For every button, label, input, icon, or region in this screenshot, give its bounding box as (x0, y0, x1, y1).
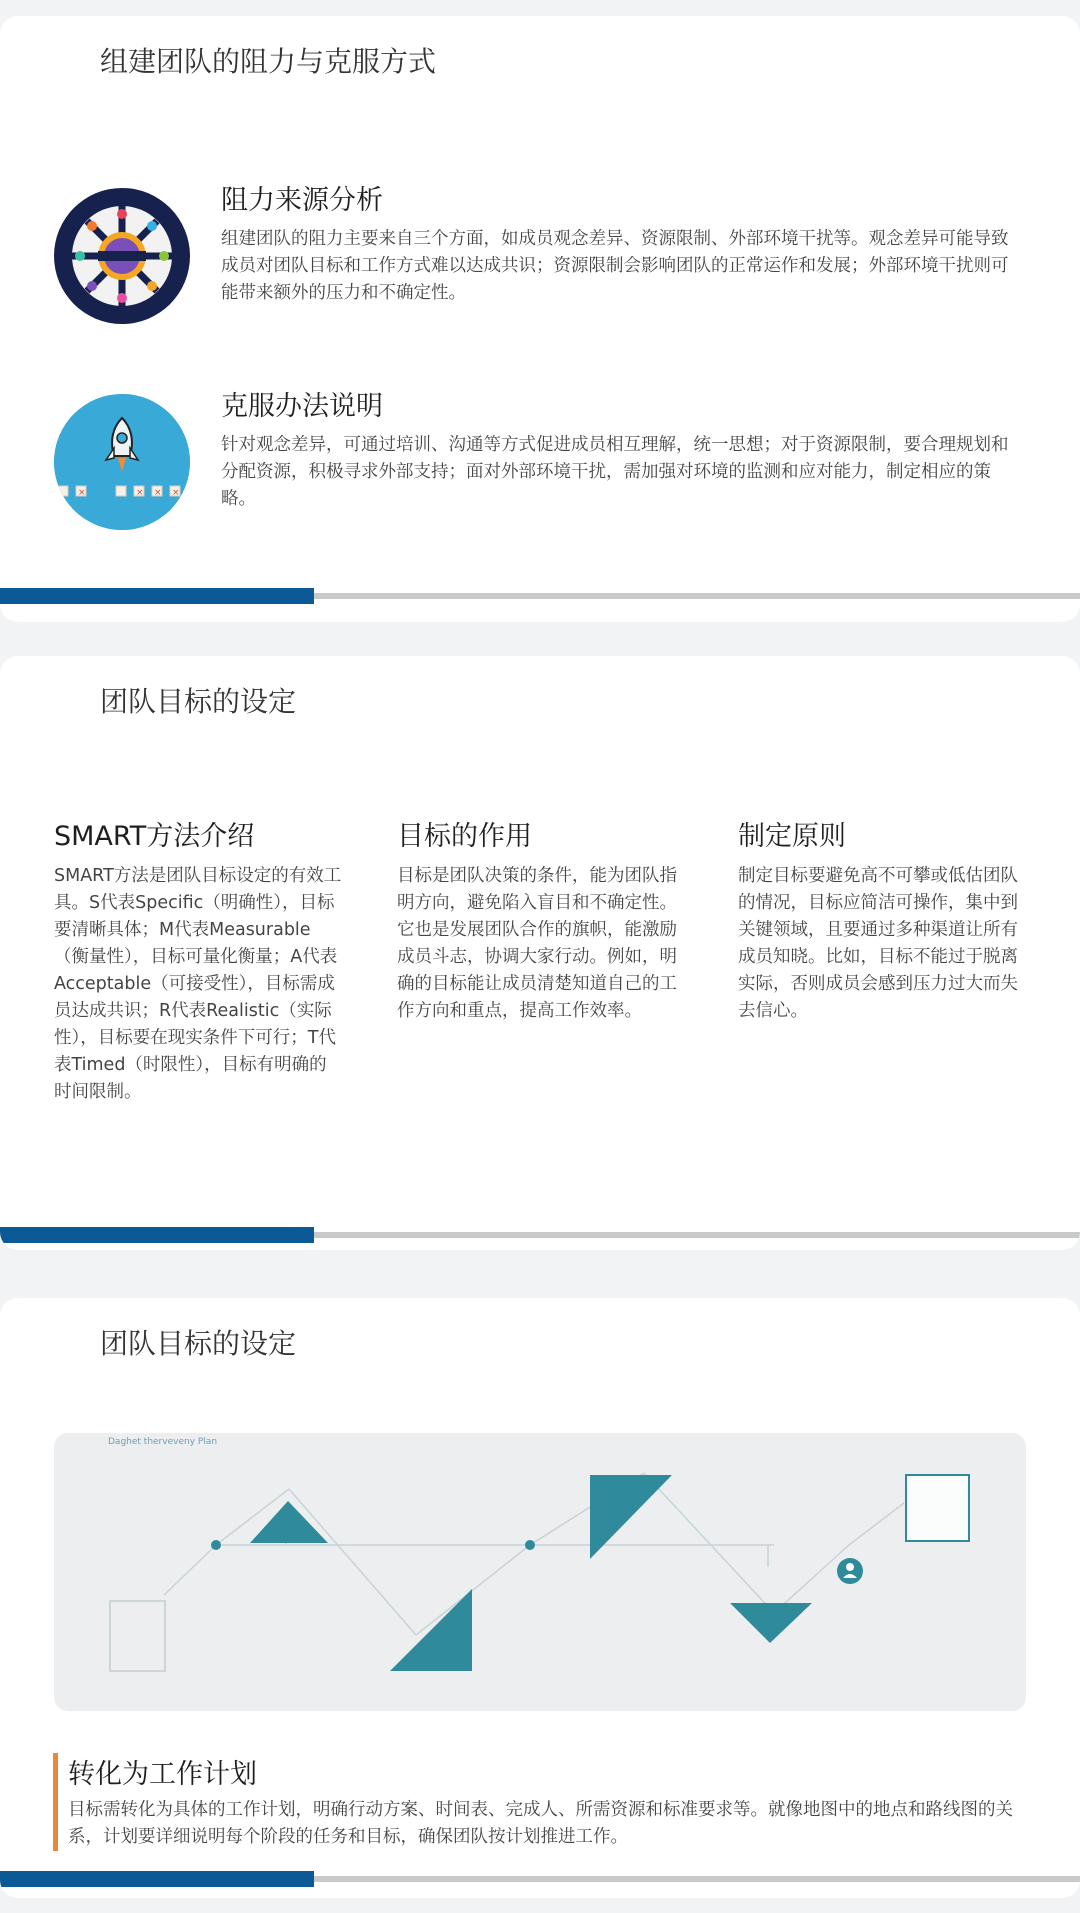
divider-gray (314, 1876, 1080, 1882)
accent-bar (53, 1753, 58, 1851)
colorful-wheel-icon (54, 188, 190, 324)
column-text: 目标是团队决策的条件，能为团队指明方向，避免陷入盲目和不确定性。它也是发展团队合作的旗帜，能激励成员斗志，协调大家行动。例如，明确的目标能让成员清楚知道自己的工作方向和重点，提高工作效率。 (397, 866, 677, 1021)
divider-blue (0, 1227, 314, 1243)
svg-text:×: × (136, 488, 144, 498)
divider-blue (0, 588, 314, 604)
item-text: 针对观念差异，可通过培训、沟通等方式促进成员相互理解，统一思想；对于资源限制，要合理规划和分配资源，积极寻求外部支持；面对外部环境干扰，需加强对环境的监测和应对能力，制定相应的策略。 (221, 435, 1009, 509)
rocket-icon (54, 394, 190, 530)
svg-text:×: × (172, 488, 180, 498)
svg-text:×: × (78, 488, 86, 498)
item-heading: 阻力来源分析 (221, 185, 383, 216)
section-title: 团队目标的设定 (100, 1327, 297, 1360)
section-title: 团队目标的设定 (100, 685, 297, 718)
plan-diagram-image (54, 1433, 1026, 1711)
plan-image-caption: Daghet therveveny Plan (108, 1437, 218, 1447)
card-obstacles (0, 16, 1080, 622)
section-title: 组建团队的阻力与克服方式 (100, 45, 437, 78)
column-text: 制定目标要避免高不可攀或低估团队的情况，目标应简洁可操作，集中到关键领域，且要通过多种渠道让所有成员知晓。比如，目标不能过于脱离实际，否则成员会感到压力过大而失去信心。 (738, 866, 1018, 1021)
item-heading: 克服办法说明 (221, 391, 383, 422)
column-text: SMART方法是团队目标设定的有效工具。S代表Specific（明确性），目标要清晰具体；M代表Measurable（衡量性），目标可量化衡量；A代表Acceptable（可接受性），目标需成员达成共识；R代表Realistic（实际性），目标要在现实条件下可行；T代表Timed（时限性），目标有明确的时间限制。 (54, 866, 342, 1102)
divider-blue (0, 1871, 314, 1887)
item-text: 组建团队的阻力主要来自三个方面，如成员观念差异、资源限制、外部环境干扰等。观念差异可能导致成员对团队目标和工作方式难以达成共识；资源限制会影响团队的正常运作和发展；外部环境干扰则可能带来额外的压力和不确定性。 (221, 229, 1009, 303)
column-heading: 目标的作用 (397, 821, 532, 852)
column-heading: 制定原则 (738, 821, 846, 852)
divider-gray (314, 593, 1080, 599)
column-heading: SMART方法介绍 (54, 821, 255, 852)
svg-text:×: × (154, 488, 162, 498)
plan-heading: 转化为工作计划 (68, 1759, 257, 1790)
plan-text: 目标需转化为具体的工作计划，明确行动方案、时间表、完成人、所需资源和标准要求等。就像地图中的地点和路线图的关系，计划要详细说明每个阶段的任务和目标，确保团队按计划推进工作。 (68, 1800, 1013, 1847)
card-goals (0, 656, 1080, 1250)
divider-gray (314, 1232, 1080, 1238)
